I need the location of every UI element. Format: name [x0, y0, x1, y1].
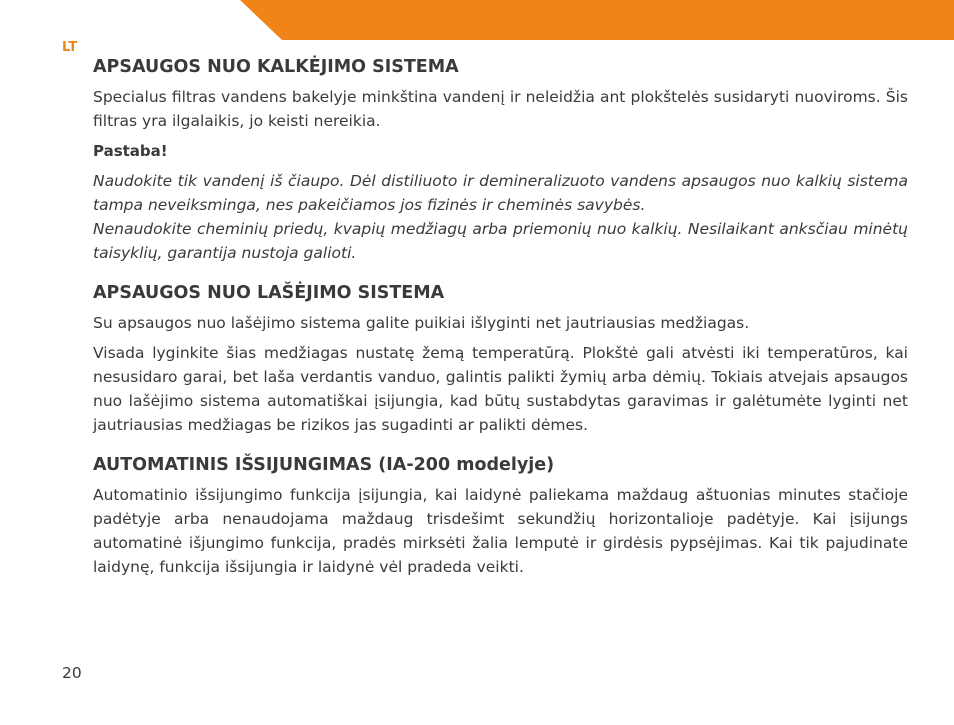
page-content: [93, 54, 908, 579]
note-label: Pastaba!: [93, 142, 168, 160]
orange-corner-shape: [240, 0, 954, 40]
orange-corner-banner: [0, 0, 954, 40]
paragraph-auto-off-1: Automatinio išsijungimo funkcija įsijungia, kai laidynė paliekama maždaug aštuonias minutes stačioje padėtyje arba nenaudojama maždaug trisdešimt sekundžių horizontalioje padėtyje. Kai įsijungs automatinė išjungimo funkcija, pradės mirksėti žalia lemputė ir girdėsis pypsėjimas. Kai tik pajudinate laidynę, funkcija išsijungia ir laidynė vėl pradeda veikti.: [93, 486, 908, 576]
note-paragraph-1: Naudokite tik vandenį iš čiaupo. Dėl distiliuoto ir demineralizuoto vandens apsaugos nuo kalkių sistema tampa neveiksminga, nes pakeičiamos jos fizinės ir cheminės savybės.: [93, 172, 908, 214]
section-title-anti-drip: APSAUGOS NUO LAŠĖJIMO SISTEMA: [93, 283, 445, 303]
section-title-anti-calc: APSAUGOS NUO KALKĖJIMO SISTEMA: [93, 57, 459, 77]
section-anti-drip: [93, 280, 908, 437]
page-number: 20: [62, 664, 82, 682]
paragraph-anti-calc-1: Specialus filtras vandens bakelyje minkština vandenį ir neleidžia ant plokštelės susidaryti nuoviroms. Šis filtras yra ilgalaikis, jo keisti nereikia.: [93, 88, 908, 130]
note-paragraph-2: Nenaudokite cheminių priedų, kvapių medžiagų arba priemonių nuo kalkių. Nesilaikant anksčiau minėtų taisyklių, garantija nustoja galioti.: [93, 220, 908, 262]
paragraph-anti-drip-2: Visada lyginkite šias medžiagas nustatę žemą temperatūrą. Plokštė gali atvėsti iki temperatūros, kai nesusidaro garai, bet laša verdantis vanduo, galintis palikti žymių arba dėmių. Tokiais atvejais apsaugos nuo lašėjimo sistema automatiškai įsijungia, kad būtų sustabdytas garavimas ir galėtumėte lyginti net jautriausias medžiagas be rizikos jas sugadinti ar palikti dėmes.: [93, 344, 908, 434]
section-title-auto-off: AUTOMATINIS IŠSIJUNGIMAS (IA-200 modelyje): [93, 455, 555, 475]
section-auto-off: [93, 452, 908, 579]
language-tag: LT: [62, 40, 78, 55]
paragraph-anti-drip-1: Su apsaugos nuo lašėjimo sistema galite puikiai išlyginti net jautriausias medžiagas.: [93, 314, 750, 332]
section-anti-calc: [93, 54, 908, 265]
